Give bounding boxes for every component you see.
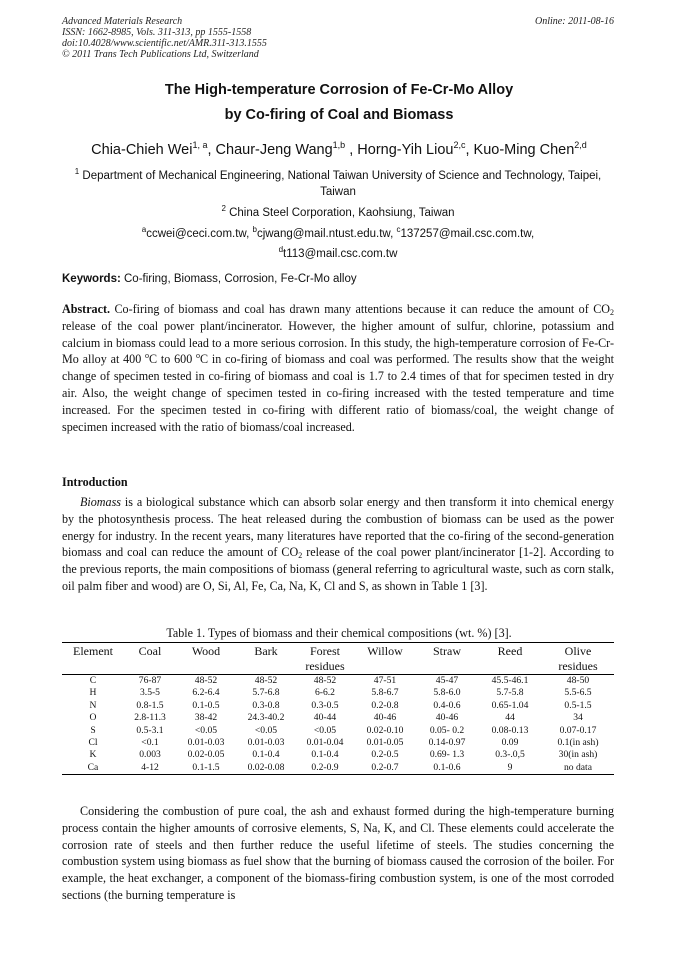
composition-cell: 5.8-6.7 (371, 687, 399, 699)
composition-cell: 0.2-0.7 (371, 761, 399, 773)
composition-cell: 47-51 (373, 675, 397, 686)
column-header-line1: Bark (254, 644, 278, 658)
column-header-line2 (178, 659, 234, 674)
composition-cell: 76-87 (138, 675, 162, 686)
author-list: Chia-Chieh Wei$^{1, a}$, Chaur-Jeng Wang$^{1,b}$ , Horng-Yih Liou$^{2,c}$, Kuo-Ming Chen$^{2,d}$ (91, 140, 587, 158)
composition-cell: 40-46 (435, 712, 459, 724)
composition-cell: 48-50 (566, 675, 590, 686)
italic-term: Biomass (80, 495, 121, 509)
element-cell: Cl (88, 737, 98, 749)
body-paragraph: Considering the combustion of pure coal, the ash and exhaust formed during the high-temperature burning process contain the higher amounts of corrosive elements, S, Na, K, and Cl. These elements could accelerate the corrosion rate of steels and then further reduce the useful lifetime of steels. The studies concerning the combustion system using biomass as fuel show that the burning of biomass caused the corrosion of the boiler. For example, the heat exchanger, a component of the biomass-firing combustion system, is one of the most corroded sections (the burning temperature is (62, 804, 614, 902)
table-row (62, 675, 614, 688)
author-name: Horng-Yih Liou (357, 141, 454, 158)
table-row (62, 712, 614, 724)
composition-cell: 5.5-6.5 (564, 687, 592, 699)
keywords-text: Co-firing, Biomass, Corrosion, Fe-Cr-Mo alloy (120, 273, 357, 285)
paper-title-line2: by Co-firing of Coal and Biomass (224, 107, 454, 123)
introduction-paragraph (62, 494, 614, 595)
composition-cell: 5.7-6.8 (252, 687, 280, 699)
table-row (62, 737, 614, 749)
composition-cell: 0.02-0.05 (187, 749, 225, 761)
online-date: Online: 2011-08-16 (535, 16, 614, 27)
affiliation-text: China Steel Corporation, Kaohsiung, Taiwan (229, 206, 455, 219)
element-cell: Ca (87, 761, 99, 773)
paper-title-line1: The High-temperature Corrosion of Fe-Cr-Mo Alloy (164, 82, 514, 98)
composition-cell: 4-12 (141, 761, 159, 773)
abstract-text: Co-firing of biomass and coal has drawn many attentions because it can reduce the amount of CO (110, 302, 610, 316)
composition-cell: <0.1 (141, 737, 159, 749)
column-header (236, 643, 296, 675)
author-affil-mark: 2,c (453, 140, 466, 150)
table-row (62, 749, 614, 761)
composition-cell: 0.02-0.08 (247, 761, 285, 773)
column-header-line2: residues (305, 659, 345, 673)
composition-cell: 5.8-6.0 (433, 687, 461, 699)
composition-cell: 0.3-0.8 (252, 699, 280, 711)
composition-cell: 45.5-46.1 (491, 675, 529, 686)
column-header-line2 (238, 659, 294, 674)
journal-header (62, 16, 267, 60)
column-header (478, 643, 542, 675)
affiliation-number: 2 (221, 204, 226, 213)
composition-cell: 0.05- 0.2 (429, 724, 465, 736)
column-header-line1: Olive (564, 644, 592, 658)
column-header-line1: Straw (433, 644, 461, 658)
composition-cell: 40-46 (373, 712, 397, 724)
composition-cell: 6.2-6.4 (192, 687, 220, 699)
intro-text: is a biological substance which can absorb solar energy and then transform it into chemical energy by the photosynthesis process. The heat released during the combustion of biomass can be used as the power energy for industry. In the recent years, many literatures have reported that the co-firing of the second-generation biomass and coal can reduce the amount of CO (62, 495, 614, 560)
column-header-line2 (418, 659, 476, 674)
email-mark: c (396, 225, 401, 234)
composition-cell: 6-6.2 (315, 687, 335, 699)
email-link[interactable]: ccwei@ceci.com.tw, (146, 227, 253, 240)
journal-doi: doi:10.4028/www.scientific.net/AMR.311-313.1555 (62, 38, 267, 49)
composition-cell: 0.3-0.5 (311, 699, 339, 711)
subscript: 2 (298, 551, 303, 561)
composition-cell: 0.1(in ash) (557, 737, 599, 749)
composition-cell: 38-42 (194, 712, 218, 724)
composition-cell: 5.7-5.8 (496, 687, 524, 699)
element-cell: N (89, 699, 97, 711)
column-header-line1: Reed (497, 644, 523, 658)
table-header-row (62, 643, 614, 675)
composition-cell: 0.09 (501, 737, 519, 749)
column-header-line1: Element (73, 644, 113, 658)
author-emails (60, 222, 616, 262)
composition-cell: 0.08-0.13 (491, 724, 529, 736)
composition-cell: 0.14-0.97 (428, 737, 466, 749)
email-mark: b (252, 225, 257, 234)
column-header-line2: residues (558, 659, 598, 673)
email-mark: d (278, 244, 284, 254)
composition-cell: 0.01-0.03 (187, 737, 225, 749)
composition-cell: 2.8-11.3 (134, 712, 166, 724)
author-name: Chia-Chieh Wei (91, 141, 193, 158)
composition-cell: <0.05 (313, 724, 337, 736)
keywords (62, 273, 357, 285)
table-row (62, 687, 614, 699)
composition-cell: 0.02-0.10 (366, 724, 404, 736)
affiliation-text: Department of Mechanical Engineering, National Taiwan University of Science and Technology, Taipei, Taiwan (82, 169, 602, 198)
column-header-line1: Forest (310, 644, 340, 658)
composition-cell: 0.1-0.4 (252, 749, 280, 761)
table-caption: Table 1. Types of biomass and their chemical compositions (wt. %) [3]. (166, 626, 512, 640)
element-cell: S (90, 724, 96, 736)
email-link[interactable]: t113@mail.csc.com.tw (283, 247, 398, 260)
subscript: 2 (610, 308, 614, 317)
composition-cell: 48-52 (254, 675, 278, 686)
degree-mark: o (145, 351, 150, 361)
email-link[interactable]: 137257@mail.csc.com.tw, (400, 227, 535, 240)
composition-cell: 45-47 (435, 675, 459, 686)
degree-mark: o (196, 351, 201, 361)
column-header-line1: Wood (191, 644, 221, 658)
abstract-text: C to 600 (149, 352, 197, 367)
email-mark: a (141, 225, 147, 234)
keywords-label: Keywords: (62, 273, 121, 285)
section-heading-introduction: Introduction (62, 475, 128, 489)
column-header-line1: Coal (138, 644, 162, 658)
composition-cell: 0.2-0.9 (311, 761, 339, 773)
abstract-text: release of the coal power plant/incinerator. However, the higher amount of sulfur, chlorine, potassium and calcium in biomass could lead to a more serious corrosion. In this study, the high-temperature corrosion of Fe-Cr-Mo alloy at 400 (62, 318, 614, 367)
affiliation-2 (60, 201, 616, 221)
author-name: Chaur-Jeng Wang (215, 141, 333, 158)
author-affil-mark: 1, a (192, 140, 208, 150)
composition-cell: 48-52 (313, 675, 337, 686)
composition-cell: 0.003 (139, 749, 161, 761)
composition-cell: 0.65-1.04 (491, 699, 529, 711)
abstract-text: C in co-firing of biomass and coal was performed. The results show that the weight change of specimen tested in co-firing of biomass and coal is 1.7 to 2.4 times of that for specimen tested in dry air. Also, the weight change of specimen tested in co-firing increased with the tested temperature and time increased. For the specimen tested in co-firing with different ratio of biomass/coal, the weight change of specimen increased with the ratio of biomass/coal increased. (62, 352, 614, 434)
composition-cell: 0.07-0.17 (559, 724, 597, 736)
column-header-line2 (64, 659, 122, 674)
composition-cell: 3.5-5 (140, 687, 160, 699)
column-header-line1: Willow (367, 644, 403, 658)
composition-cell: 0.1-0.4 (311, 749, 339, 761)
abstract-label: Abstract. (62, 302, 111, 316)
abstract (62, 301, 614, 435)
element-cell: C (89, 675, 97, 686)
composition-cell: 44 (505, 712, 515, 724)
journal-copyright: © 2011 Trans Tech Publications Ltd, Switzerland (62, 49, 259, 60)
column-header-line2 (126, 659, 174, 674)
table-row (62, 762, 614, 775)
composition-cell: 30(in ash) (558, 749, 598, 761)
composition-cell: 24.3-40.2 (247, 712, 285, 724)
element-cell: O (89, 712, 97, 724)
composition-cell: 0.2-0.5 (371, 749, 399, 761)
column-header (176, 643, 236, 675)
column-header-line2 (356, 659, 414, 674)
composition-cell: 0.1-0.6 (433, 761, 461, 773)
table-row (62, 725, 614, 737)
composition-cell: 0.2-0.8 (371, 699, 399, 711)
composition-cell: 0.1-0.5 (192, 699, 220, 711)
composition-cell: 0.01-0.05 (366, 737, 404, 749)
composition-cell: 0.01-0.03 (247, 737, 285, 749)
column-header (354, 643, 416, 675)
composition-cell: 0.69- 1.3 (429, 749, 465, 761)
composition-cell: 0.1-1.5 (192, 761, 220, 773)
affiliation-number: 1 (74, 167, 80, 176)
composition-cell: <0.05 (194, 724, 218, 736)
affiliation-1 (60, 164, 616, 200)
composition-cell: 0.01-0.04 (306, 737, 344, 749)
column-header (124, 643, 176, 675)
author-name: Kuo-Ming Chen (473, 141, 575, 158)
column-header (62, 643, 124, 675)
composition-cell: 0.5-3.1 (136, 724, 164, 736)
composition-cell: <0.05 (254, 724, 278, 736)
author-affil-mark: 1,b (332, 140, 346, 150)
element-cell: K (89, 749, 97, 761)
journal-name: Advanced Materials Research (62, 16, 183, 27)
composition-cell: 40-44 (313, 712, 337, 724)
biomass-composition-table (62, 642, 614, 775)
composition-cell: no data (564, 761, 592, 773)
composition-cell: 0.8-1.5 (136, 699, 164, 711)
composition-cell: 0.3-.0,5 (495, 749, 525, 761)
composition-cell: 9 (507, 761, 513, 773)
composition-cell: 48-52 (194, 675, 218, 686)
column-header (296, 643, 354, 675)
composition-cell: 0.5-1.5 (564, 699, 592, 711)
author-affil-mark: 2,d (574, 140, 587, 150)
column-header (416, 643, 478, 675)
column-header (542, 643, 614, 675)
column-header-line2 (480, 659, 540, 674)
element-cell: H (89, 687, 97, 699)
table-row (62, 700, 614, 712)
email-link[interactable]: cjwang@mail.ntust.edu.tw, (256, 227, 397, 240)
journal-issn: ISSN: 1662-8985, Vols. 311-313, pp 1555-1558 (62, 27, 252, 38)
composition-cell: 0.4-0.6 (433, 699, 461, 711)
composition-cell: 34 (573, 712, 583, 724)
intro-text: release of the coal power plant/incinerator [1-2]. According to the previous reports, the main compositions of biomass (general referring to agricultural waste, such as corn stalk, oil palm fiber and wood) are O, Si, Al, Fe, Ca, Na, K, Cl and S, as shown in Table 1 [3]. (62, 545, 614, 593)
